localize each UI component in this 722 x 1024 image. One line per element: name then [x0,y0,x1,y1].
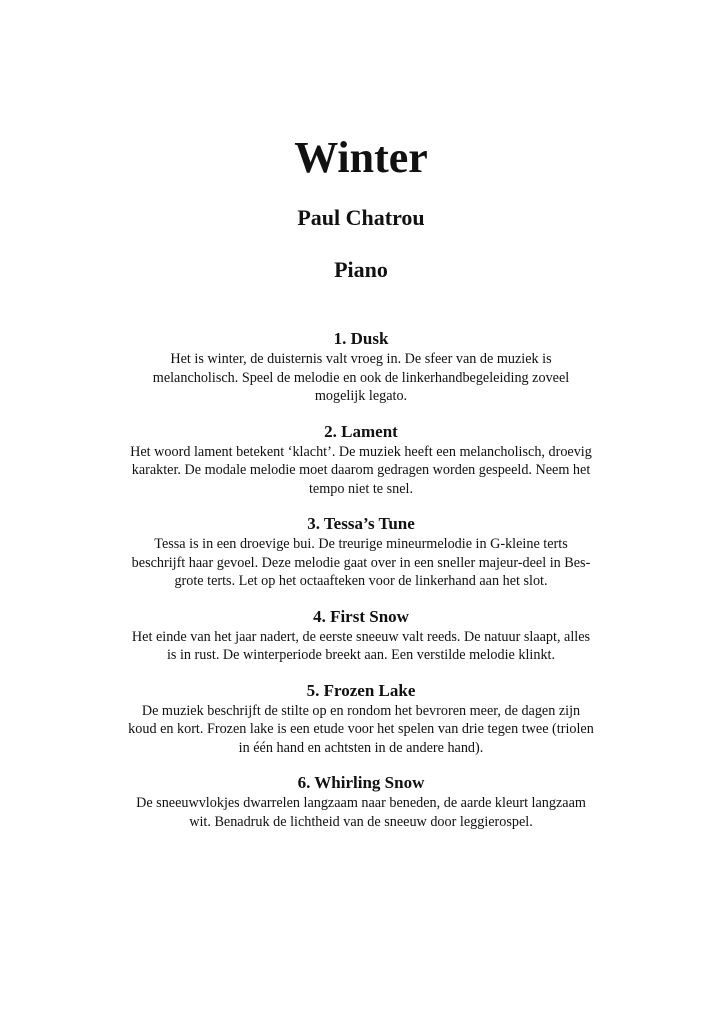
piece-title: 2. Lament [324,421,398,441]
piece-item [126,328,596,406]
composer-name: Paul Chatrou [297,205,425,230]
piece-description: De muziek beschrijft de stilte op en rondom het bevroren meer, de dagen zijn koud en kort. Frozen lake is een etude voor het spelen van drie tegen twee (triolen in één hand en achtsten in de andere hand). [128,702,594,756]
piece-title: 5. Frozen Lake [306,680,416,700]
piece-description: De sneeuwvlokjes dwarrelen langzaam naar beneden, de aarde kleurt langzaam wit. Benadruk de lichtheid van de sneeuw door leggierospel. [136,795,586,830]
piece-title: 1. Dusk [333,329,389,348]
piece-item [126,513,596,591]
piece-description: Tessa is in een droevige bui. De treurige mineurmelodie in G-kleine terts beschrijft haar gevoel. Deze melodie gaat over in een sneller majeur-deel in Bes-grote terts. Let op het octaafteken voor de linkerhand aan het slot. [131,536,591,589]
piece-title: 3. Tessa’s Tune [307,514,415,533]
piece-item [126,606,596,665]
piece-item [126,680,596,758]
instrument-name: Piano [334,257,388,282]
piece-description: Het woord lament betekent ‘klacht’. De muziek heeft een melancholisch, droevig karakter. De modale melodie moet daarom gedragen worden gespeeld. Neem het tempo niet te snel. [130,443,592,497]
piece-title: 4. First Snow [313,606,409,626]
piece-item [126,772,596,831]
pieces-list [126,328,596,846]
piece-description: Het is winter, de duisternis valt vroeg in. De sfeer van de muziek is melancholisch. Speel de melodie en ook de linkerhandbegeleiding zoveel mogelijk legato. [152,351,570,404]
piece-title: 6. Whirling Snow [297,773,425,792]
piece-description: Het einde van het jaar nadert, de eerste sneeuw valt reeds. De natuur slaapt, alles is in rust. De winterperiode breekt aan. Een verstilde melodie klinkt. [131,628,591,663]
page-title: Winter [294,133,428,182]
piece-item [126,421,596,499]
